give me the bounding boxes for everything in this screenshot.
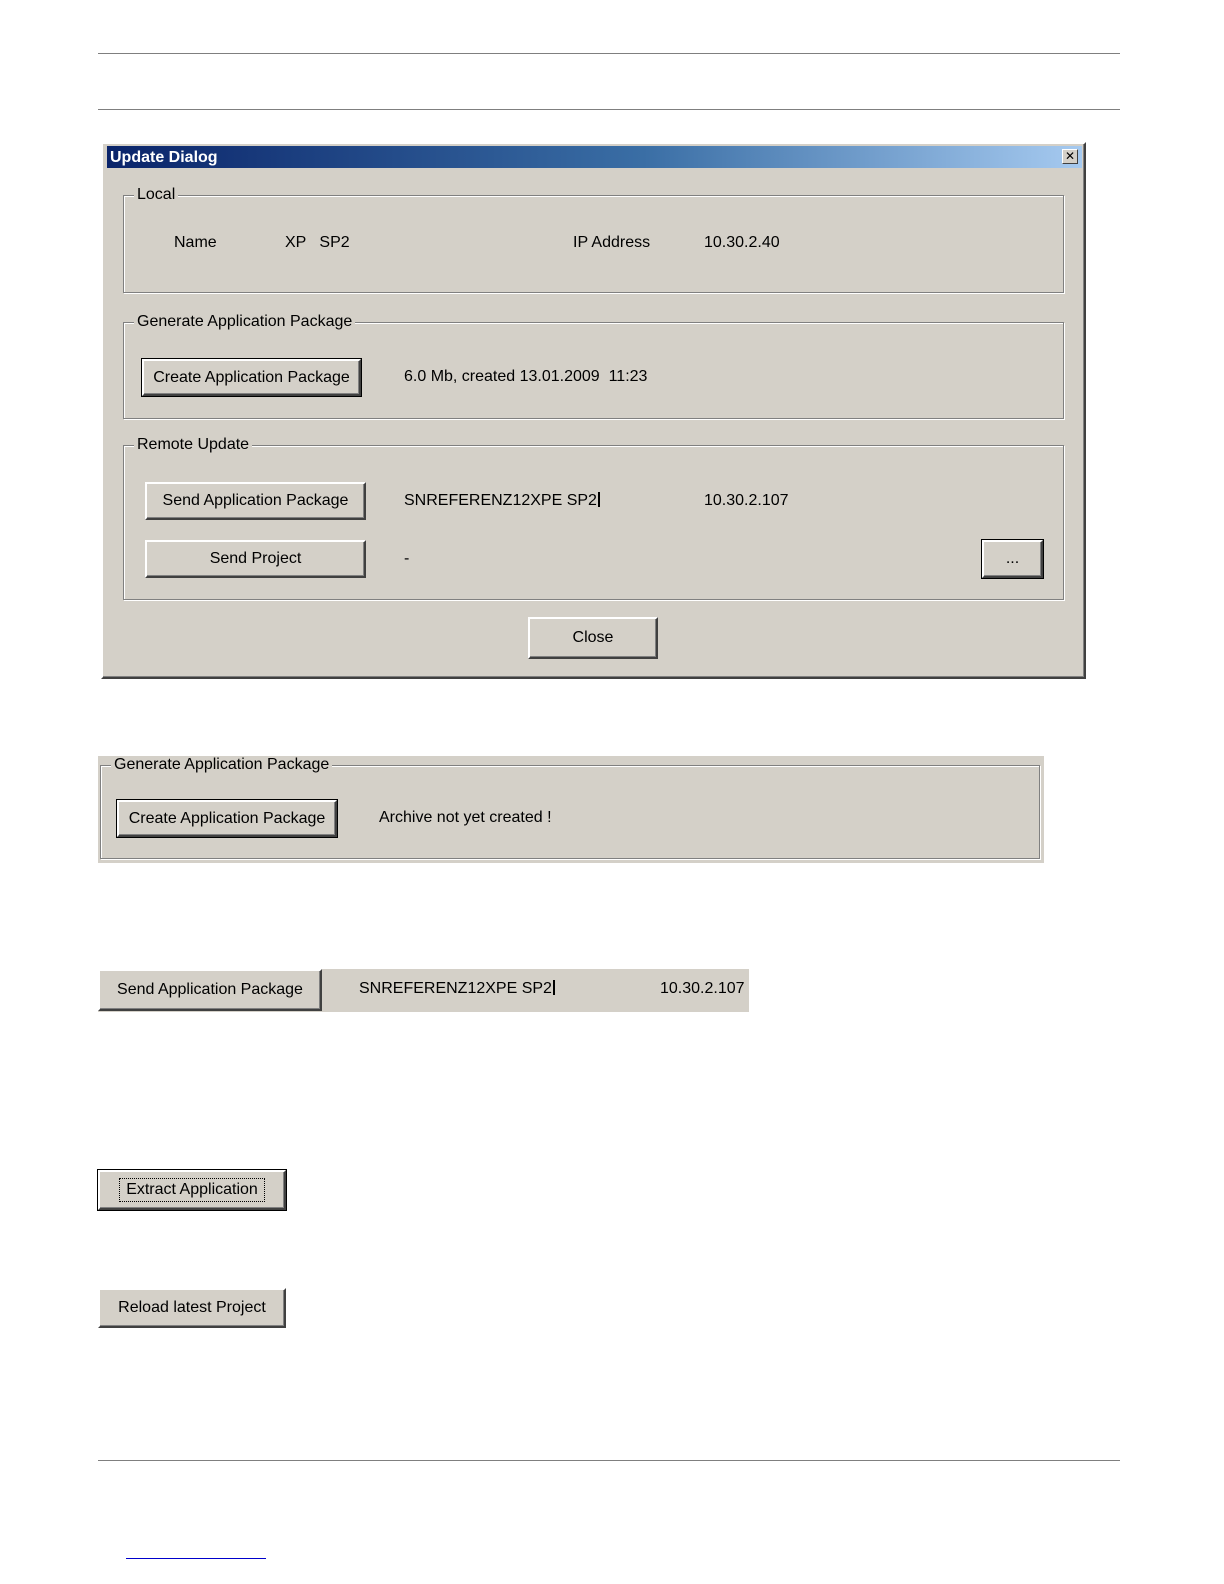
dialog-titlebar[interactable] — [107, 146, 1082, 168]
generate-package-legend: Generate Application Package — [134, 313, 355, 331]
archive-status-text: Archive not yet created ! — [379, 809, 552, 826]
close-button[interactable] — [528, 617, 658, 659]
update-dialog — [101, 142, 1086, 679]
local-group — [123, 186, 1064, 293]
send-application-package-label: Send Application Package — [162, 492, 349, 509]
strip-target-ip-text: 10.30.2.107 — [660, 980, 745, 997]
create-application-package-label: Create Application Package — [153, 368, 350, 386]
remote-update-group — [123, 436, 1064, 600]
generate-package-panel-group — [100, 756, 1040, 859]
close-icon[interactable]: ✕ — [1062, 149, 1078, 164]
ip-address-label: IP Address — [573, 234, 651, 251]
strip-target-name-text — [359, 980, 555, 998]
send-package-strip — [98, 969, 749, 1012]
extract-application-button[interactable] — [98, 1170, 286, 1210]
header-rule-bottom — [98, 109, 1120, 110]
create-application-package-button[interactable] — [142, 359, 361, 396]
generate-package-group — [123, 313, 1064, 419]
generate-package-panel-legend: Generate Application Package — [111, 756, 332, 774]
name-label: Name — [174, 234, 217, 251]
send-application-package-button[interactable] — [145, 482, 366, 520]
reload-latest-project-label: Reload latest Project — [118, 1299, 266, 1316]
ip-address-value: 10.30.2.40 — [704, 234, 780, 251]
target-name-value: SNREFERENZ12XPE SP2 — [404, 492, 597, 509]
close-button-label: Close — [572, 629, 614, 646]
send-project-button[interactable] — [145, 540, 366, 578]
name-value: XP SP2 — [285, 234, 350, 251]
text-cursor — [598, 492, 600, 507]
browse-project-label: ... — [1005, 550, 1020, 567]
send-project-label: Send Project — [209, 550, 302, 567]
remote-update-legend: Remote Update — [134, 436, 252, 454]
header-rule-top — [98, 53, 1120, 54]
send-application-package-button-2[interactable] — [98, 969, 322, 1011]
browse-project-button[interactable] — [982, 540, 1043, 578]
package-status-text: 6.0 Mb, created 13.01.2009 11:23 — [404, 368, 648, 385]
footer-link-underline[interactable] — [126, 1558, 266, 1559]
send-application-package-label-2: Send Application Package — [117, 981, 303, 998]
strip-target-name-value: SNREFERENZ12XPE SP2 — [359, 980, 552, 997]
footer-rule — [98, 1460, 1120, 1461]
target-name-text — [404, 492, 600, 510]
target-ip-text: 10.30.2.107 — [704, 492, 789, 509]
reload-latest-project-button[interactable] — [98, 1288, 286, 1328]
project-value-text: - — [404, 550, 410, 567]
create-application-package-button-2[interactable] — [117, 800, 337, 837]
local-group-legend: Local — [134, 186, 178, 204]
create-application-package-label-2: Create Application Package — [128, 809, 326, 827]
strip-text-cursor — [553, 980, 555, 995]
generate-package-panel — [98, 756, 1044, 863]
dialog-title: Update Dialog — [110, 149, 218, 166]
extract-application-label: Extract Application — [122, 1181, 262, 1199]
